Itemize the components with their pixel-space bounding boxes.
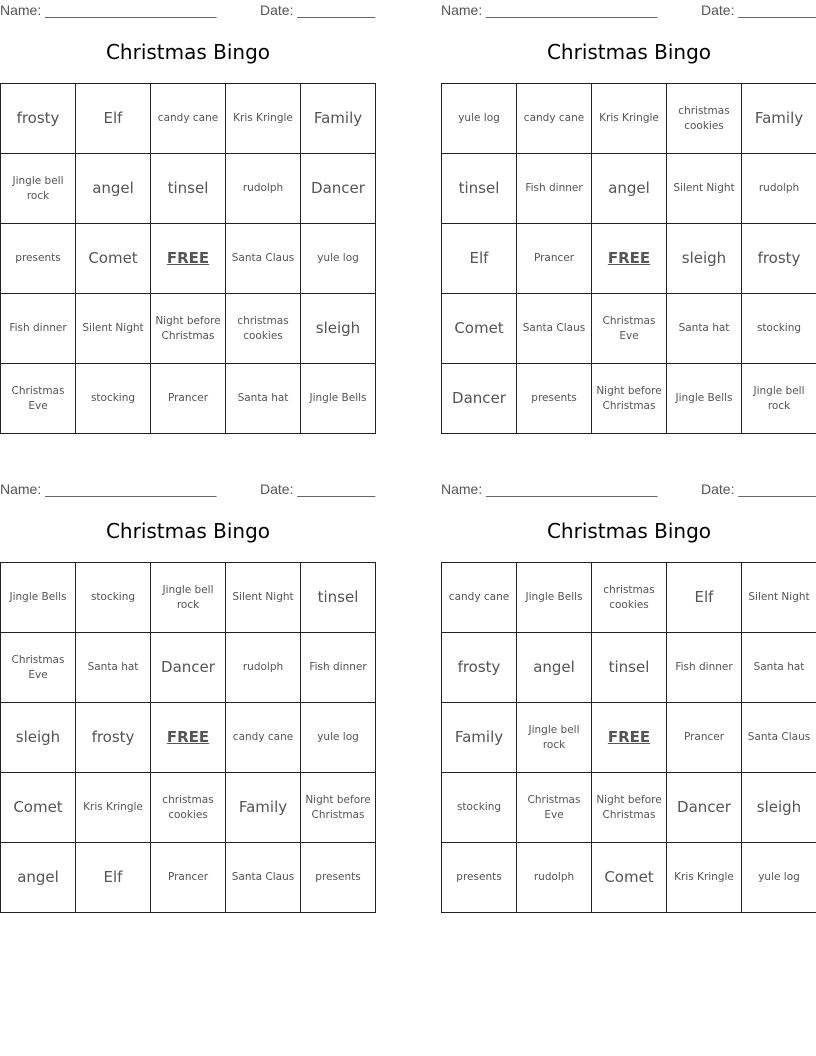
grid-row (442, 154, 816, 224)
bingo-cell: Night before Christmas (301, 773, 376, 843)
bingo-cell: angel (592, 154, 667, 224)
grid-row (442, 843, 816, 913)
bingo-cell: rudolph (742, 154, 816, 224)
bingo-cell: candy cane (151, 84, 226, 154)
bingo-cell: candy cane (517, 84, 592, 154)
bingo-cell: Santa Claus (226, 224, 301, 294)
bingo-cell: Jingle Bells (1, 563, 76, 633)
bingo-cell: Prancer (151, 364, 226, 434)
bingo-cell: yule log (442, 84, 517, 154)
grid-row (442, 224, 816, 294)
bingo-cell: Santa hat (742, 633, 816, 703)
bingo-cell: stocking (76, 364, 151, 434)
bingo-cell: Jingle Bells (517, 563, 592, 633)
bingo-cell: christmas cookies (592, 563, 667, 633)
bingo-cell: Silent Night (667, 154, 742, 224)
name-field-label: Name: ______________________ (441, 2, 658, 18)
bingo-cell: Comet (592, 843, 667, 913)
date-field-label: Date: __________ (260, 2, 376, 18)
bingo-cell: christmas cookies (151, 773, 226, 843)
bingo-cell: Christmas Eve (517, 773, 592, 843)
bingo-grid (0, 83, 376, 434)
bingo-cell: Jingle bell rock (517, 703, 592, 773)
bingo-cell: presents (517, 364, 592, 434)
bingo-cell: frosty (1, 84, 76, 154)
grid-row (1, 773, 376, 843)
name-date-row (0, 2, 376, 20)
bingo-card (0, 479, 376, 919)
free-space-cell: FREE (592, 224, 667, 294)
bingo-cell: angel (517, 633, 592, 703)
bingo-cell: presents (301, 843, 376, 913)
name-field-label: Name: ______________________ (0, 2, 217, 18)
free-space-cell: FREE (151, 703, 226, 773)
bingo-cell: Silent Night (76, 294, 151, 364)
bingo-cell: stocking (76, 563, 151, 633)
bingo-cell: tinsel (301, 563, 376, 633)
grid-row (1, 633, 376, 703)
bingo-cell: stocking (442, 773, 517, 843)
bingo-cell: presents (1, 224, 76, 294)
bingo-grid (0, 562, 376, 913)
bingo-cell: christmas cookies (226, 294, 301, 364)
bingo-cell: Family (226, 773, 301, 843)
bingo-cell: frosty (442, 633, 517, 703)
bingo-cell: angel (1, 843, 76, 913)
bingo-cell: Family (301, 84, 376, 154)
bingo-cell: Santa Claus (742, 703, 816, 773)
bingo-cell: Fish dinner (301, 633, 376, 703)
grid-row (1, 154, 376, 224)
bingo-cell: presents (442, 843, 517, 913)
bingo-cell: candy cane (442, 563, 517, 633)
bingo-cell: Prancer (517, 224, 592, 294)
bingo-cell: Dancer (667, 773, 742, 843)
grid-row (442, 773, 816, 843)
bingo-cell: Santa Claus (517, 294, 592, 364)
grid-row (442, 563, 816, 633)
bingo-cell: Christmas Eve (1, 364, 76, 434)
name-date-row (441, 2, 816, 20)
bingo-cell: Christmas Eve (1, 633, 76, 703)
bingo-cell: rudolph (226, 633, 301, 703)
bingo-cell: yule log (301, 224, 376, 294)
bingo-cell: Night before Christmas (592, 773, 667, 843)
bingo-cell: Jingle bell rock (1, 154, 76, 224)
name-date-row (0, 481, 376, 499)
grid-row (1, 294, 376, 364)
bingo-cell: Elf (442, 224, 517, 294)
bingo-cell: tinsel (151, 154, 226, 224)
free-space-cell: FREE (592, 703, 667, 773)
bingo-cell: Dancer (442, 364, 517, 434)
bingo-card (0, 0, 376, 440)
bingo-cell: Night before Christmas (151, 294, 226, 364)
bingo-cell: sleigh (667, 224, 742, 294)
card-title: Christmas Bingo (546, 40, 712, 64)
bingo-cell: Fish dinner (1, 294, 76, 364)
grid-row (442, 84, 816, 154)
bingo-cell: christmas cookies (667, 84, 742, 154)
bingo-cell: Prancer (151, 843, 226, 913)
bingo-cell: Jingle Bells (667, 364, 742, 434)
name-field-label: Name: ______________________ (441, 481, 658, 497)
bingo-cell: Family (442, 703, 517, 773)
bingo-cell: Fish dinner (517, 154, 592, 224)
bingo-cell: angel (76, 154, 151, 224)
bingo-cell: Silent Night (226, 563, 301, 633)
bingo-cell: Elf (667, 563, 742, 633)
bingo-cell: Elf (76, 84, 151, 154)
bingo-cell: Elf (76, 843, 151, 913)
bingo-cell: yule log (301, 703, 376, 773)
bingo-cell: Santa Claus (226, 843, 301, 913)
bingo-cell: tinsel (592, 633, 667, 703)
grid-row (442, 294, 816, 364)
grid-row (1, 703, 376, 773)
bingo-cell: Dancer (151, 633, 226, 703)
grid-row (1, 224, 376, 294)
grid-row (442, 633, 816, 703)
bingo-cell: Jingle Bells (301, 364, 376, 434)
bingo-cell: yule log (742, 843, 816, 913)
grid-row (1, 364, 376, 434)
bingo-grid (441, 562, 816, 913)
date-field-label: Date: __________ (701, 481, 816, 497)
bingo-cell: Night before Christmas (592, 364, 667, 434)
bingo-cell: Dancer (301, 154, 376, 224)
bingo-card (441, 0, 816, 440)
bingo-cell: sleigh (301, 294, 376, 364)
bingo-cell: Jingle bell rock (151, 563, 226, 633)
grid-row (1, 563, 376, 633)
bingo-cell: Christmas Eve (592, 294, 667, 364)
card-title: Christmas Bingo (105, 519, 271, 543)
date-field-label: Date: __________ (260, 481, 376, 497)
bingo-cell: Kris Kringle (76, 773, 151, 843)
bingo-cell: candy cane (226, 703, 301, 773)
bingo-cell: frosty (742, 224, 816, 294)
card-title: Christmas Bingo (546, 519, 712, 543)
bingo-cell: Family (742, 84, 816, 154)
bingo-cell: Silent Night (742, 563, 816, 633)
bingo-cell: sleigh (1, 703, 76, 773)
bingo-cell: Santa hat (667, 294, 742, 364)
bingo-cell: rudolph (226, 154, 301, 224)
bingo-cell: Jingle bell rock (742, 364, 816, 434)
bingo-cell: Comet (1, 773, 76, 843)
bingo-cell: Comet (76, 224, 151, 294)
free-space-cell: FREE (151, 224, 226, 294)
grid-row (442, 703, 816, 773)
bingo-cell: sleigh (742, 773, 816, 843)
bingo-cell: Kris Kringle (592, 84, 667, 154)
bingo-cell: Kris Kringle (226, 84, 301, 154)
bingo-cell: rudolph (517, 843, 592, 913)
card-title: Christmas Bingo (105, 40, 271, 64)
bingo-cell: frosty (76, 703, 151, 773)
grid-row (1, 843, 376, 913)
name-date-row (441, 481, 816, 499)
date-field-label: Date: __________ (701, 2, 816, 18)
grid-row (442, 364, 816, 434)
bingo-cell: Santa hat (76, 633, 151, 703)
bingo-cell: Fish dinner (667, 633, 742, 703)
bingo-cell: stocking (742, 294, 816, 364)
bingo-cell: Kris Kringle (667, 843, 742, 913)
grid-row (1, 84, 376, 154)
bingo-cell: Santa hat (226, 364, 301, 434)
bingo-cell: tinsel (442, 154, 517, 224)
bingo-cell: Prancer (667, 703, 742, 773)
bingo-card (441, 479, 816, 919)
bingo-grid (441, 83, 816, 434)
name-field-label: Name: ______________________ (0, 481, 217, 497)
bingo-cell: Comet (442, 294, 517, 364)
